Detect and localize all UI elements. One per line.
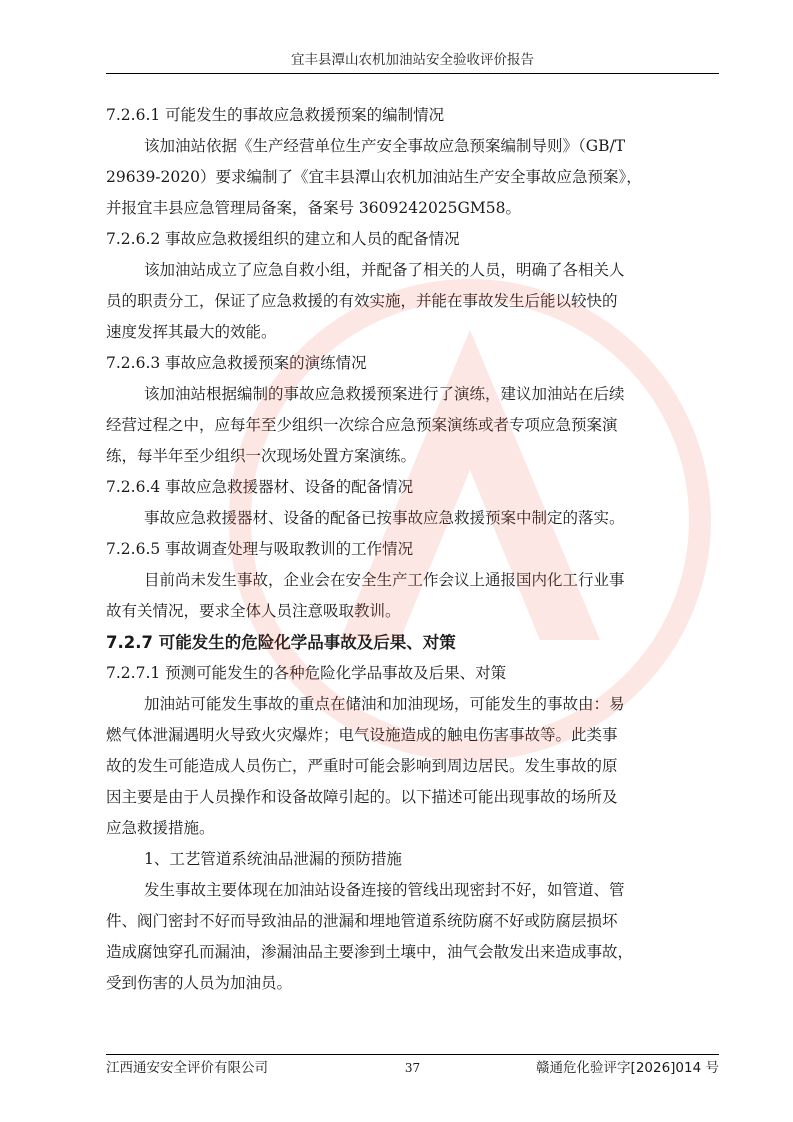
text-line: 因主要是由于人员操作和设备故障引起的。以下描述可能出现事故的场所及 — [106, 788, 618, 806]
text-line: 7.2.6.5 事故调查处理与吸取教训的工作情况 — [106, 540, 414, 558]
page-number: 37 — [404, 1061, 421, 1075]
text-line: 员的职责分工，保证了应急救援的有效实施，并能在事故发生后能以较快的 — [106, 292, 618, 310]
text-line: 燃气体泄漏遇明火导致火灾爆炸；电气设施造成的触电伤害事故等。此类事 — [106, 726, 618, 744]
text-line: 该加油站成立了应急自救小组，并配备了相关的人员，明确了各相关人 — [144, 261, 625, 279]
text-line: 7.2.6.2 事故应急救援组织的建立和人员的配备情况 — [106, 230, 460, 248]
text-line: 故有关情况，要求全体人员注意吸取教训。 — [106, 602, 401, 620]
text-line: 7.2.6.3 事故应急救援预案的演练情况 — [106, 354, 367, 372]
text-line: 事故应急救援器材、设备的配备已按事故应急救援预案中制定的落实。 — [144, 509, 625, 527]
text-line: 29639-2020）要求编制了《宜丰县潭山农机加油站生产安全事故应急预案》， — [106, 168, 642, 186]
section-heading: 7.2.7 可能发生的危险化学品事故及后果、对策 — [106, 633, 456, 652]
text-line: 该加油站依据《生产经营单位生产安全事故应急预案编制导则》（GB/T — [144, 137, 626, 155]
body-text — [106, 100, 719, 999]
running-header: 宜丰县潭山农机加油站安全验收评价报告 — [291, 52, 534, 68]
text-line: 目前尚未发生事故，企业会在安全生产工作会议上通报国内化工行业事 — [144, 571, 625, 589]
text-line: 经营过程之中，应每年至少组织一次综合应急预案演练或者专项应急预案演 — [106, 416, 618, 434]
footer-company: 江西通安安全评价有限公司 — [106, 1060, 268, 1076]
text-line: 发生事故主要体现在加油站设备连接的管线出现密封不好，如管道、管 — [144, 881, 625, 899]
text-line: 造成腐蚀穿孔而漏油，渗漏油品主要渗到土壤中，油气会散发出来造成事故， — [106, 943, 634, 961]
text-line: 并报宜丰县应急管理局备案，备案号 3609242025GM58。 — [106, 199, 522, 217]
text-line: 7.2.6.1 可能发生的事故应急救援预案的编制情况 — [106, 106, 445, 124]
text-line: 1、工艺管道系统油品泄漏的预防措施 — [144, 850, 402, 868]
text-line: 该加油站根据编制的事故应急救援预案进行了演练，建议加油站在后续 — [144, 385, 625, 403]
text-line: 受到伤害的人员为加油员。 — [106, 974, 293, 992]
footer-doc-number: 赣通危化验评字[2026]014 号 — [536, 1060, 719, 1076]
header-rule — [106, 73, 719, 74]
text-line: 速度发挥其最大的效能。 — [106, 323, 277, 341]
text-line: 件、阀门密封不好而导致油品的泄漏和埋地管道系统防腐不好或防腐层损坏 — [106, 912, 618, 930]
text-line: 故的发生可能造成人员伤亡，严重时可能会影响到周边居民。发生事故的原 — [106, 757, 618, 775]
text-line: 7.2.7.1 预测可能发生的各种危险化学品事故及后果、对策 — [106, 664, 507, 682]
text-line: 应急救援措施。 — [106, 819, 215, 837]
text-line: 练，每半年至少组织一次现场处置方案演练。 — [106, 447, 417, 465]
text-line: 加油站可能发生事故的重点在储油和加油现场，可能发生的事故由：易 — [144, 695, 625, 713]
text-line: 7.2.6.4 事故应急救援器材、设备的配备情况 — [106, 478, 414, 496]
footer-rule — [106, 1054, 719, 1055]
